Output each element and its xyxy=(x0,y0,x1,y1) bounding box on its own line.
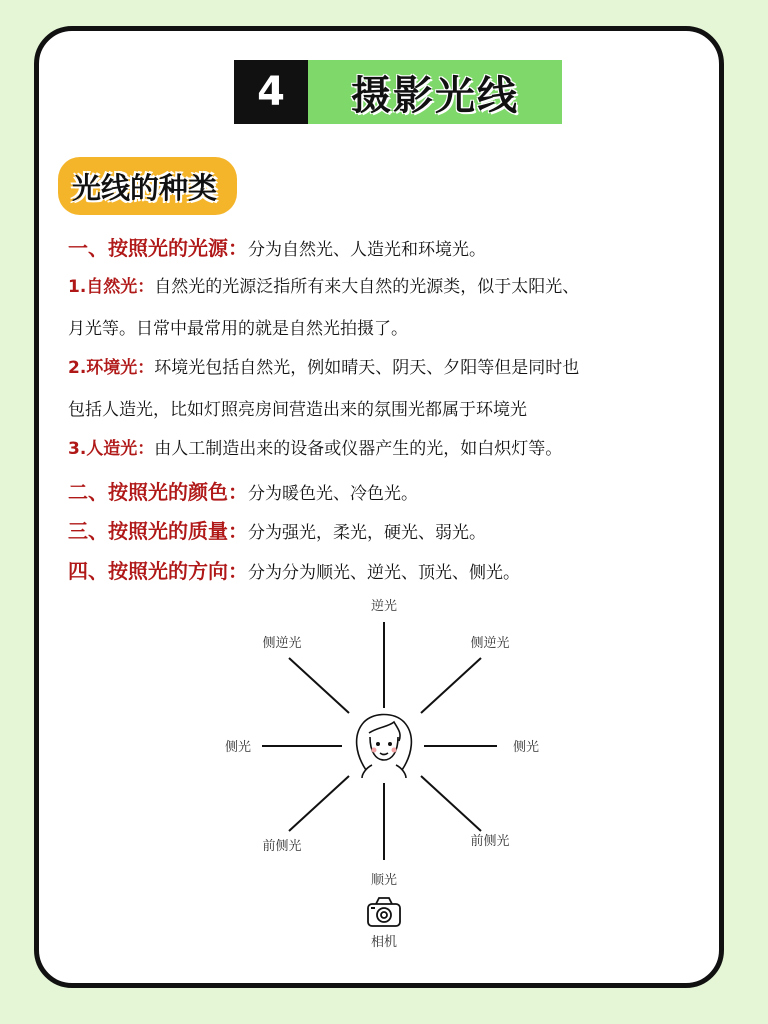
category-label: 三、按照光的质量： xyxy=(68,519,248,543)
title-text: 摄影光线 xyxy=(308,60,562,124)
item-label: 1.自然光： xyxy=(68,277,155,297)
label-back-light: 逆光 xyxy=(370,599,398,614)
category-label: 二、按照光的颜色： xyxy=(68,480,248,504)
item-text: 自然光的光源泛指所有来大自然的光源类，似于太阳光、 xyxy=(154,277,580,297)
line-top-right xyxy=(421,658,481,713)
label-side-left: 侧光 xyxy=(224,740,252,755)
category-text: 分为分为顺光、逆光、顶光、侧光。 xyxy=(248,563,520,583)
item-label: 3.人造光： xyxy=(68,439,155,459)
line-bottom-right xyxy=(421,776,481,831)
section-title: 光线的种类 xyxy=(58,157,237,215)
item-label: 2.环境光： xyxy=(68,358,155,378)
title-number: 4 xyxy=(234,60,308,124)
item-text: 由人工制造出来的设备或仪器产生的光，如白炽灯等。 xyxy=(154,439,563,459)
item-text: 环境光包括自然光，例如晴天、阴天、夕阳等但是同时也 xyxy=(154,358,580,378)
label-side-back-left: 侧逆光 xyxy=(262,636,302,651)
label-camera: 相机 xyxy=(370,935,398,950)
line-bottom-left xyxy=(289,776,349,831)
ambient-light-cont: 包括人造光，比如灯照亮房间营造出来的氛围光都属于环境光 xyxy=(68,400,527,420)
category-text: 分为暖色光、冷色光。 xyxy=(248,484,418,504)
label-front-side-left: 前侧光 xyxy=(262,839,302,854)
label-side-right: 侧光 xyxy=(512,740,540,755)
camera-icon xyxy=(368,898,400,926)
label-front-side-right: 前侧光 xyxy=(470,834,510,849)
label-side-back-right: 侧逆光 xyxy=(470,636,510,651)
girl-face-icon xyxy=(357,715,412,779)
category-label: 一、按照光的光源： xyxy=(68,236,248,260)
line-top-left xyxy=(289,658,349,713)
label-front-light: 顺光 xyxy=(370,873,398,888)
category-text: 分为强光，柔光，硬光、弱光。 xyxy=(248,523,486,543)
direction-lines xyxy=(262,622,497,860)
category-label: 四、按照光的方向： xyxy=(68,559,248,583)
natural-light-cont: 月光等。日常中最常用的就是自然光拍摄了。 xyxy=(68,319,408,339)
category-text: 分为自然光、人造光和环境光。 xyxy=(248,240,486,260)
